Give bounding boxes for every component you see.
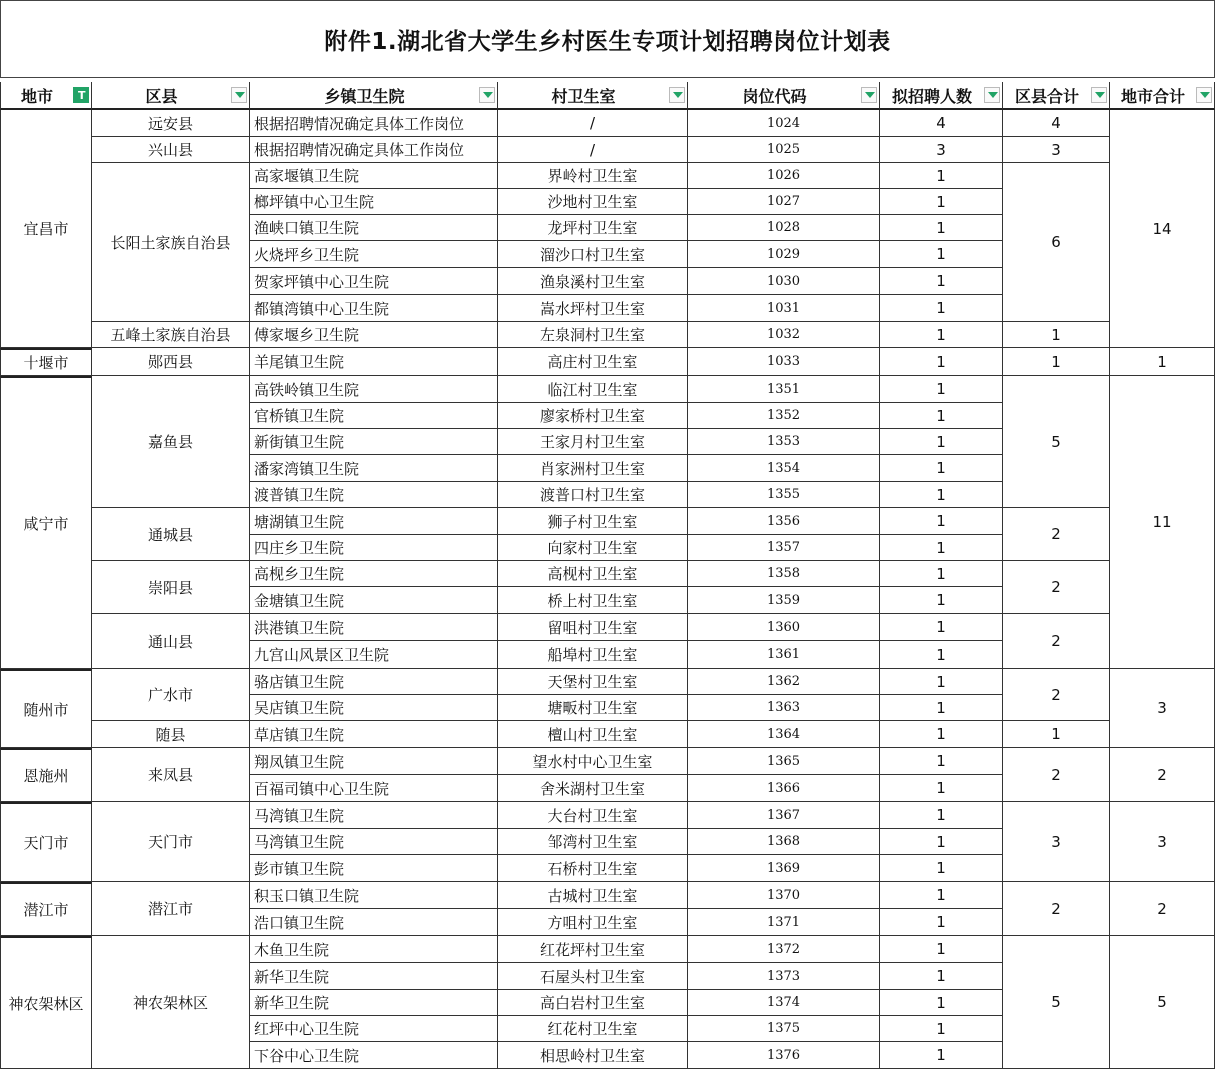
post-code-cell[interactable]: 1360 <box>688 614 880 641</box>
planned-recruits-cell[interactable]: 1 <box>880 268 1003 295</box>
county-cell[interactable]: 通城县 <box>92 508 250 561</box>
township-clinic-cell[interactable]: 官桥镇卫生院 <box>250 403 498 429</box>
post-code-cell[interactable]: 1031 <box>688 295 880 322</box>
township-clinic-cell[interactable]: 红坪中心卫生院 <box>250 1016 498 1042</box>
county-total-cell[interactable]: 3 <box>1003 137 1110 163</box>
post-code-cell[interactable]: 1351 <box>688 376 880 403</box>
planned-recruits-cell[interactable]: 1 <box>880 775 1003 802</box>
filter-dropdown-icon[interactable] <box>1091 87 1107 103</box>
city-total-cell[interactable]: 1 <box>1110 348 1215 376</box>
planned-recruits-cell[interactable]: 1 <box>880 163 1003 189</box>
post-code-cell[interactable]: 1371 <box>688 909 880 936</box>
village-clinic-cell[interactable]: 王家月村卫生室 <box>498 429 688 455</box>
planned-recruits-cell[interactable]: 1 <box>880 587 1003 614</box>
post-code-cell[interactable]: 1357 <box>688 535 880 561</box>
county-total-cell[interactable]: 5 <box>1003 376 1110 508</box>
planned-recruits-cell[interactable]: 1 <box>880 963 1003 990</box>
township-clinic-cell[interactable]: 百福司镇中心卫生院 <box>250 775 498 802</box>
village-clinic-cell[interactable]: 留咀村卫生室 <box>498 614 688 641</box>
village-clinic-cell[interactable]: 向家村卫生室 <box>498 535 688 561</box>
county-cell[interactable]: 五峰土家族自治县 <box>92 322 250 348</box>
page-title: 附件1.湖北省大学生乡村医生专项计划招聘岗位计划表 <box>0 0 1215 78</box>
county-total-cell[interactable]: 1 <box>1003 721 1110 748</box>
village-clinic-cell[interactable]: 红花坪村卫生室 <box>498 936 688 963</box>
township-clinic-cell[interactable]: 四庄乡卫生院 <box>250 535 498 561</box>
village-clinic-cell[interactable]: 龙坪村卫生室 <box>498 215 688 241</box>
county-cell[interactable]: 崇阳县 <box>92 561 250 614</box>
village-clinic-cell[interactable]: 肖家洲村卫生室 <box>498 455 688 482</box>
planned-recruits-cell[interactable]: 1 <box>880 348 1003 376</box>
city-total-cell[interactable]: 5 <box>1110 936 1215 1069</box>
planned-recruits-cell[interactable]: 1 <box>880 429 1003 455</box>
post-code-cell[interactable]: 1025 <box>688 137 880 163</box>
post-code-cell[interactable]: 1033 <box>688 348 880 376</box>
city-cell[interactable]: 十堰市 <box>0 348 92 376</box>
header-planned-recruits[interactable] <box>880 82 1003 110</box>
planned-recruits-cell[interactable]: 1 <box>880 1042 1003 1069</box>
filter-dropdown-icon[interactable] <box>231 87 247 103</box>
county-cell[interactable]: 郧西县 <box>92 348 250 376</box>
village-clinic-cell[interactable]: 桥上村卫生室 <box>498 587 688 614</box>
township-clinic-cell[interactable]: 渔峡口镇卫生院 <box>250 215 498 241</box>
village-clinic-cell[interactable]: 渔泉溪村卫生室 <box>498 268 688 295</box>
village-clinic-cell[interactable]: 古城村卫生室 <box>498 882 688 909</box>
village-clinic-cell[interactable]: / <box>498 110 688 137</box>
village-clinic-cell[interactable]: 石屋头村卫生室 <box>498 963 688 990</box>
village-clinic-cell[interactable]: 界岭村卫生室 <box>498 163 688 189</box>
post-code-cell[interactable]: 1032 <box>688 322 880 348</box>
city-total-cell[interactable]: 2 <box>1110 882 1215 936</box>
header-township-clinic[interactable] <box>250 82 498 110</box>
township-clinic-cell[interactable]: 洪港镇卫生院 <box>250 614 498 641</box>
village-clinic-cell[interactable]: 沙地村卫生室 <box>498 189 688 215</box>
township-clinic-cell[interactable]: 根据招聘情况确定具体工作岗位 <box>250 137 498 163</box>
township-clinic-cell[interactable]: 马湾镇卫生院 <box>250 829 498 855</box>
county-total-cell[interactable]: 2 <box>1003 561 1110 614</box>
city-cell[interactable]: 潜江市 <box>0 882 92 936</box>
post-code-cell[interactable]: 1376 <box>688 1042 880 1069</box>
county-cell[interactable]: 通山县 <box>92 614 250 669</box>
header-label: 村卫生室 <box>551 86 616 106</box>
township-clinic-cell[interactable]: 贺家坪镇中心卫生院 <box>250 268 498 295</box>
post-code-cell[interactable]: 1374 <box>688 990 880 1016</box>
village-clinic-cell[interactable]: 廖家桥村卫生室 <box>498 403 688 429</box>
post-code-cell[interactable]: 1359 <box>688 587 880 614</box>
village-clinic-cell[interactable]: 高白岩村卫生室 <box>498 990 688 1016</box>
header-label: 区县 <box>145 86 178 106</box>
township-clinic-cell[interactable]: 九宫山风景区卫生院 <box>250 641 498 669</box>
header-county-total[interactable] <box>1003 82 1110 110</box>
planned-recruits-cell[interactable]: 1 <box>880 614 1003 641</box>
filter-dropdown-icon[interactable] <box>669 87 685 103</box>
planned-recruits-cell[interactable]: 1 <box>880 695 1003 721</box>
village-clinic-cell[interactable]: 相思岭村卫生室 <box>498 1042 688 1069</box>
city-total-cell[interactable]: 3 <box>1110 802 1215 882</box>
city-cell[interactable]: 恩施州 <box>0 748 92 802</box>
header-label: 拟招聘人数 <box>891 86 972 106</box>
city-cell[interactable]: 天门市 <box>0 802 92 882</box>
township-clinic-cell[interactable]: 潘家湾镇卫生院 <box>250 455 498 482</box>
post-code-cell[interactable]: 1356 <box>688 508 880 535</box>
county-total-cell[interactable]: 1 <box>1003 348 1110 376</box>
village-clinic-cell[interactable]: 邹湾村卫生室 <box>498 829 688 855</box>
village-clinic-cell[interactable]: 大台村卫生室 <box>498 802 688 829</box>
planned-recruits-cell[interactable]: 1 <box>880 561 1003 587</box>
city-total-cell[interactable]: 14 <box>1110 110 1215 348</box>
village-clinic-cell[interactable]: 高庄村卫生室 <box>498 348 688 376</box>
village-clinic-cell[interactable]: 溜沙口村卫生室 <box>498 241 688 268</box>
planned-recruits-cell[interactable]: 1 <box>880 215 1003 241</box>
county-total-cell[interactable]: 2 <box>1003 614 1110 669</box>
county-total-cell[interactable]: 2 <box>1003 669 1110 721</box>
county-cell[interactable]: 来凤县 <box>92 748 250 802</box>
county-cell[interactable]: 长阳土家族自治县 <box>92 163 250 322</box>
post-code-cell[interactable]: 1365 <box>688 748 880 775</box>
post-code-cell[interactable]: 1375 <box>688 1016 880 1042</box>
county-total-cell[interactable]: 2 <box>1003 882 1110 936</box>
post-code-cell[interactable]: 1362 <box>688 669 880 695</box>
header-label: 岗位代码 <box>742 86 807 106</box>
county-total-cell[interactable]: 1 <box>1003 322 1110 348</box>
planned-recruits-cell[interactable]: 1 <box>880 376 1003 403</box>
township-clinic-cell[interactable]: 金塘镇卫生院 <box>250 587 498 614</box>
village-clinic-cell[interactable]: 船埠村卫生室 <box>498 641 688 669</box>
planned-recruits-cell[interactable]: 1 <box>880 802 1003 829</box>
village-clinic-cell[interactable]: / <box>498 137 688 163</box>
planned-recruits-cell[interactable]: 4 <box>880 110 1003 137</box>
township-clinic-cell[interactable]: 积玉口镇卫生院 <box>250 882 498 909</box>
township-clinic-cell[interactable]: 榔坪镇中心卫生院 <box>250 189 498 215</box>
post-code-cell[interactable]: 1366 <box>688 775 880 802</box>
city-cell[interactable]: 宜昌市 <box>0 110 92 348</box>
filter-dropdown-icon[interactable] <box>1196 87 1212 103</box>
post-code-cell[interactable]: 1361 <box>688 641 880 669</box>
header-county[interactable] <box>92 82 250 110</box>
post-code-cell[interactable]: 1353 <box>688 429 880 455</box>
planned-recruits-cell[interactable]: 1 <box>880 990 1003 1016</box>
post-code-cell[interactable]: 1369 <box>688 855 880 882</box>
header-city-total[interactable] <box>1110 82 1215 110</box>
township-clinic-cell[interactable]: 根据招聘情况确定具体工作岗位 <box>250 110 498 137</box>
city-total-cell[interactable]: 2 <box>1110 748 1215 802</box>
planned-recruits-cell[interactable]: 1 <box>880 295 1003 322</box>
township-clinic-cell[interactable]: 傅家堰乡卫生院 <box>250 322 498 348</box>
planned-recruits-cell[interactable]: 1 <box>880 829 1003 855</box>
planned-recruits-cell[interactable]: 1 <box>880 189 1003 215</box>
township-clinic-cell[interactable]: 马湾镇卫生院 <box>250 802 498 829</box>
header-village-clinic[interactable] <box>498 82 688 110</box>
planned-recruits-cell[interactable]: 1 <box>880 641 1003 669</box>
county-total-cell[interactable]: 6 <box>1003 163 1110 322</box>
village-clinic-cell[interactable]: 舍米湖村卫生室 <box>498 775 688 802</box>
planned-recruits-cell[interactable]: 1 <box>880 455 1003 482</box>
filter-dropdown-icon[interactable] <box>861 87 877 103</box>
header-label: 区县合计 <box>1014 86 1079 106</box>
township-clinic-cell[interactable]: 羊尾镇卫生院 <box>250 348 498 376</box>
county-total-cell[interactable]: 2 <box>1003 508 1110 561</box>
post-code-cell[interactable]: 1026 <box>688 163 880 189</box>
post-code-cell[interactable]: 1027 <box>688 189 880 215</box>
post-code-cell[interactable]: 1030 <box>688 268 880 295</box>
city-cell[interactable]: 神农架林区 <box>0 936 92 1069</box>
township-clinic-cell[interactable]: 下谷中心卫生院 <box>250 1042 498 1069</box>
planned-recruits-cell[interactable]: 1 <box>880 403 1003 429</box>
township-clinic-cell[interactable]: 高铁岭镇卫生院 <box>250 376 498 403</box>
filter-dropdown-icon[interactable] <box>984 87 1000 103</box>
county-total-cell[interactable]: 3 <box>1003 802 1110 882</box>
township-clinic-cell[interactable]: 新华卫生院 <box>250 990 498 1016</box>
planned-recruits-cell[interactable]: 1 <box>880 669 1003 695</box>
village-clinic-cell[interactable]: 塘畈村卫生室 <box>498 695 688 721</box>
city-total-cell[interactable]: 11 <box>1110 376 1215 669</box>
planned-recruits-cell[interactable]: 1 <box>880 882 1003 909</box>
post-code-cell[interactable]: 1363 <box>688 695 880 721</box>
planned-recruits-cell[interactable]: 1 <box>880 535 1003 561</box>
county-cell[interactable]: 远安县 <box>92 110 250 137</box>
county-cell[interactable]: 广水市 <box>92 669 250 721</box>
post-code-cell[interactable]: 1024 <box>688 110 880 137</box>
post-code-cell[interactable]: 1355 <box>688 482 880 508</box>
township-clinic-cell[interactable]: 彭市镇卫生院 <box>250 855 498 882</box>
township-clinic-cell[interactable]: 渡普镇卫生院 <box>250 482 498 508</box>
village-clinic-cell[interactable]: 狮子村卫生室 <box>498 508 688 535</box>
post-code-cell[interactable]: 1372 <box>688 936 880 963</box>
township-clinic-cell[interactable]: 骆店镇卫生院 <box>250 669 498 695</box>
post-code-cell[interactable]: 1370 <box>688 882 880 909</box>
planned-recruits-cell[interactable]: 1 <box>880 508 1003 535</box>
header-label: 地市合计 <box>1120 86 1185 106</box>
planned-recruits-cell[interactable]: 1 <box>880 748 1003 775</box>
planned-recruits-cell[interactable]: 1 <box>880 936 1003 963</box>
township-clinic-cell[interactable]: 塘湖镇卫生院 <box>250 508 498 535</box>
township-clinic-cell[interactable]: 翔凤镇卫生院 <box>250 748 498 775</box>
planned-recruits-cell[interactable]: 1 <box>880 1016 1003 1042</box>
filter-active-icon[interactable] <box>73 87 89 103</box>
city-total-cell[interactable]: 3 <box>1110 669 1215 748</box>
county-cell[interactable]: 随县 <box>92 721 250 748</box>
township-clinic-cell[interactable]: 浩口镇卫生院 <box>250 909 498 936</box>
planned-recruits-cell[interactable]: 1 <box>880 241 1003 268</box>
township-clinic-cell[interactable]: 火烧坪乡卫生院 <box>250 241 498 268</box>
township-clinic-cell[interactable]: 新华卫生院 <box>250 963 498 990</box>
county-cell[interactable]: 神农架林区 <box>92 936 250 1069</box>
post-code-cell[interactable]: 1368 <box>688 829 880 855</box>
township-clinic-cell[interactable]: 木鱼卫生院 <box>250 936 498 963</box>
village-clinic-cell[interactable]: 左泉洞村卫生室 <box>498 322 688 348</box>
township-clinic-cell[interactable]: 草店镇卫生院 <box>250 721 498 748</box>
header-city[interactable] <box>0 82 92 110</box>
county-total-cell[interactable]: 5 <box>1003 936 1110 1069</box>
city-cell[interactable]: 随州市 <box>0 669 92 748</box>
post-code-cell[interactable]: 1029 <box>688 241 880 268</box>
city-cell[interactable]: 咸宁市 <box>0 376 92 669</box>
post-code-cell[interactable]: 1028 <box>688 215 880 241</box>
planned-recruits-cell[interactable]: 1 <box>880 482 1003 508</box>
planned-recruits-cell[interactable]: 1 <box>880 909 1003 936</box>
village-clinic-cell[interactable]: 高枧村卫生室 <box>498 561 688 587</box>
village-clinic-cell[interactable]: 红花村卫生室 <box>498 1016 688 1042</box>
planned-recruits-cell[interactable]: 1 <box>880 322 1003 348</box>
township-clinic-cell[interactable]: 都镇湾镇中心卫生院 <box>250 295 498 322</box>
planned-recruits-cell[interactable]: 3 <box>880 137 1003 163</box>
county-cell[interactable]: 兴山县 <box>92 137 250 163</box>
village-clinic-cell[interactable]: 望水村中心卫生室 <box>498 748 688 775</box>
post-code-cell[interactable]: 1352 <box>688 403 880 429</box>
county-total-cell[interactable]: 4 <box>1003 110 1110 137</box>
village-clinic-cell[interactable]: 渡普口村卫生室 <box>498 482 688 508</box>
village-clinic-cell[interactable]: 檀山村卫生室 <box>498 721 688 748</box>
village-clinic-cell[interactable]: 临江村卫生室 <box>498 376 688 403</box>
post-code-cell[interactable]: 1354 <box>688 455 880 482</box>
township-clinic-cell[interactable]: 高家堰镇卫生院 <box>250 163 498 189</box>
village-clinic-cell[interactable]: 天堡村卫生室 <box>498 669 688 695</box>
township-clinic-cell[interactable]: 高枧乡卫生院 <box>250 561 498 587</box>
header-label: 地市 <box>20 86 53 106</box>
village-clinic-cell[interactable]: 嵩水坪村卫生室 <box>498 295 688 322</box>
post-code-cell[interactable]: 1367 <box>688 802 880 829</box>
village-clinic-cell[interactable]: 石桥村卫生室 <box>498 855 688 882</box>
post-code-cell[interactable]: 1358 <box>688 561 880 587</box>
planned-recruits-cell[interactable]: 1 <box>880 855 1003 882</box>
village-clinic-cell[interactable]: 方咀村卫生室 <box>498 909 688 936</box>
post-code-cell[interactable]: 1364 <box>688 721 880 748</box>
county-cell[interactable]: 嘉鱼县 <box>92 376 250 508</box>
header-post-code[interactable] <box>688 82 880 110</box>
filter-dropdown-icon[interactable] <box>479 87 495 103</box>
planned-recruits-cell[interactable]: 1 <box>880 721 1003 748</box>
county-cell[interactable]: 潜江市 <box>92 882 250 936</box>
township-clinic-cell[interactable]: 吴店镇卫生院 <box>250 695 498 721</box>
header-label: 乡镇卫生院 <box>324 86 405 106</box>
township-clinic-cell[interactable]: 新街镇卫生院 <box>250 429 498 455</box>
county-total-cell[interactable]: 2 <box>1003 748 1110 802</box>
county-cell[interactable]: 天门市 <box>92 802 250 882</box>
post-code-cell[interactable]: 1373 <box>688 963 880 990</box>
